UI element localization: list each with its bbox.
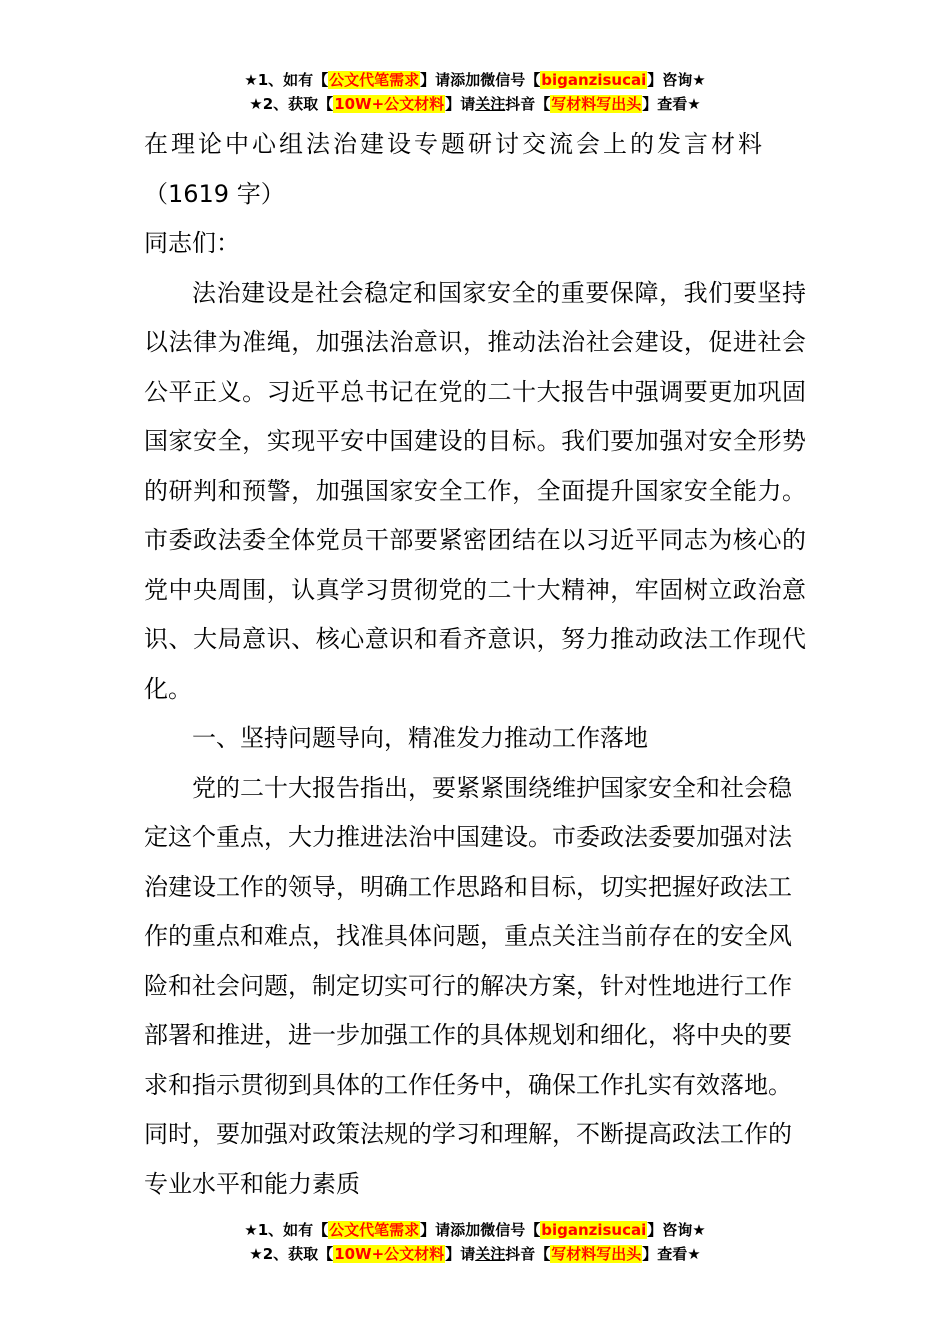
document-title: 在理论中心组法治建设专题研讨交流会上的发言材料: [144, 130, 765, 158]
promo-text: 微信号【: [480, 71, 541, 89]
promo-text: 加: [465, 1221, 481, 1239]
word-count: （1619 字）: [144, 179, 285, 208]
promo-text: 关注: [475, 1245, 506, 1263]
promo-line-2: [0, 92, 950, 116]
promo-banner-top: [0, 68, 950, 116]
promo-line-1: [0, 68, 950, 92]
promo-text: 】咨询★: [647, 1221, 706, 1239]
promo-text: ★2、获取【: [249, 1245, 334, 1263]
promo-highlight: biganzisucai: [541, 71, 647, 89]
promo-text: ★1、如有【: [244, 71, 329, 89]
promo-highlight: 10W+公文材料: [334, 1245, 445, 1263]
promo-text: 】查看★: [642, 95, 701, 113]
promo-highlight: 10W+公文材料: [334, 95, 445, 113]
promo-highlight: 公文代笔需求: [329, 1221, 420, 1239]
promo-text: 】请: [445, 95, 476, 113]
promo-text: 】请添: [420, 71, 466, 89]
promo-text: 】请添: [420, 1221, 466, 1239]
promo-text: 关注: [475, 95, 506, 113]
promo-highlight: biganzisucai: [541, 1221, 647, 1239]
promo-text: ★1、如有【: [244, 1221, 329, 1239]
salutation: 同志们：: [144, 229, 240, 257]
promo-highlight: 写材料写出头: [551, 1245, 642, 1263]
promo-line-2: [0, 1242, 950, 1266]
promo-text: 】查看★: [642, 1245, 701, 1263]
paragraph-1: 法治建设是社会稳定和国家安全的重要保障，我们要坚持以法律为准绳，加强法治意识，推动法治社会建设，促进社会公平正义。习近平总书记在党的二十大报告中强调要更加巩固国家安全，实现平安中国建设的目标。我们要加强对安全形势的研判和预警，加强国家安全工作，全面提升国家安全能力。市委政法委全体党员干部要紧密团结在以习近平同志为核心的党中央周围，认真学习贯彻党的二十大精神，牢固树立政治意识、大局意识、核心意识和看齐意识，努力推动政法工作现代化。: [144, 278, 806, 703]
document-body: [144, 120, 806, 1209]
promo-text: 】咨询★: [647, 71, 706, 89]
promo-text: 抖音【: [505, 95, 551, 113]
promo-highlight: 写材料写出头: [551, 95, 642, 113]
promo-text: ★2、获取【: [249, 95, 334, 113]
promo-line-1: [0, 1218, 950, 1242]
promo-banner-bottom: [0, 1218, 950, 1266]
promo-text: 微信号【: [480, 1221, 541, 1239]
promo-text: 】请: [445, 1245, 476, 1263]
promo-highlight: 公文代笔需求: [329, 71, 420, 89]
paragraph-2: 党的二十大报告指出，要紧紧围绕维护国家安全和社会稳定这个重点，大力推进法治中国建设。市委政法委要加强对法治建设工作的领导，明确工作思路和目标，切实把握好政法工作的重点和难点，找准具体问题，重点关注当前存在的安全风险和社会问题，制定切实可行的解决方案，针对性地进行工作部署和推进，进一步加强工作的具体规划和细化，将中央的要求和指示贯彻到具体的工作任务中，确保工作扎实有效落地。同时，要加强对政策法规的学习和理解，不断提高政法工作的专业水平和能力素质: [144, 773, 792, 1198]
promo-text: 抖音【: [505, 1245, 551, 1263]
section-heading-1: 一、坚持问题导向，精准发力推动工作落地: [192, 724, 648, 752]
promo-text: 加: [465, 71, 481, 89]
